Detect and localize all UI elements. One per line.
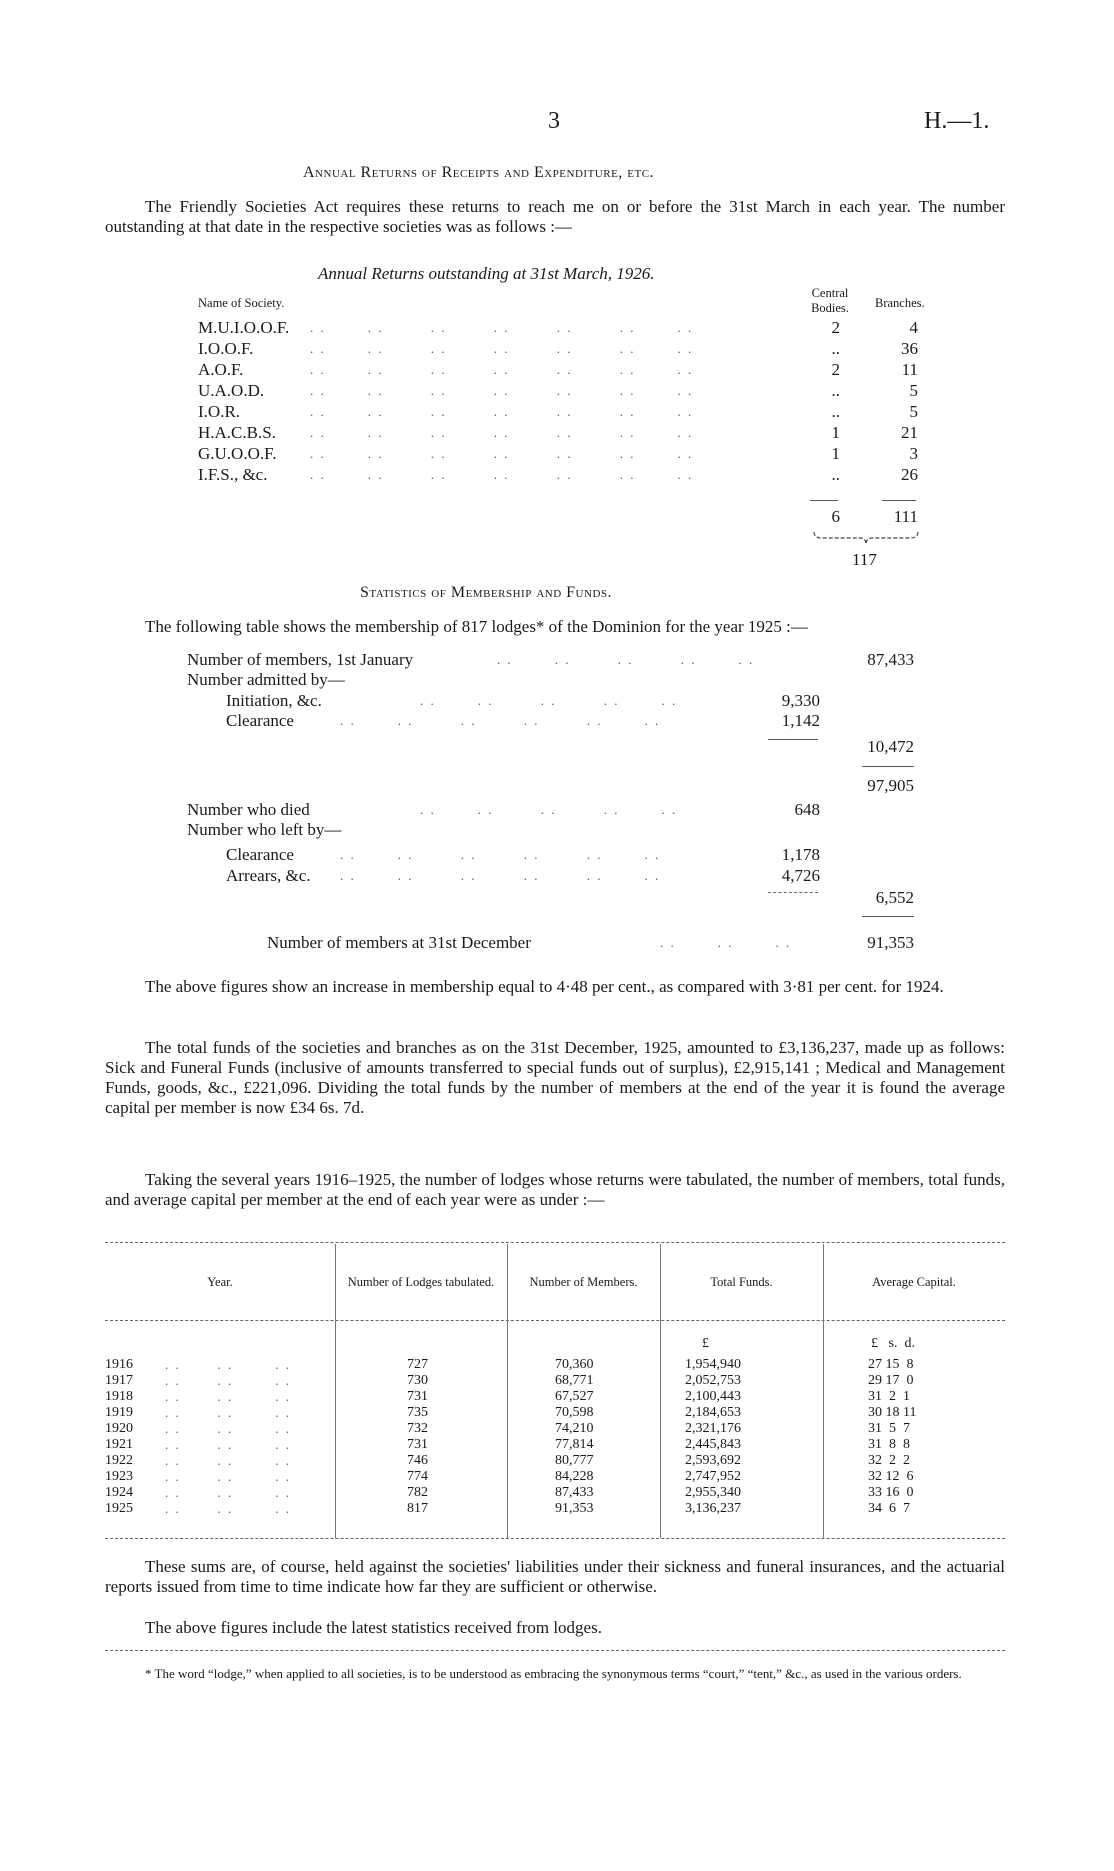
units-row — [105, 1322, 1005, 1352]
col-header-members: Number of Members. — [529, 1275, 638, 1289]
table-row — [105, 1469, 1005, 1485]
leader-dots: . . . . . . — [165, 1373, 291, 1388]
capital-cell: 32 12 6 — [868, 1469, 914, 1484]
col-header-funds: Total Funds. — [710, 1275, 773, 1289]
members-cell: 74,210 — [555, 1421, 594, 1436]
total-central: 6 — [831, 507, 840, 526]
admitted-total: 10,472 — [867, 737, 914, 756]
leader-dots: . . . . . . — [165, 1453, 291, 1468]
members-jan-value: 87,433 — [867, 650, 914, 669]
capital-cell: 33 16 0 — [868, 1485, 914, 1500]
year-cell: 1922 — [105, 1453, 133, 1468]
footnote-rule — [105, 1650, 1005, 1651]
lodges-cell: 782 — [407, 1485, 428, 1500]
funds-cell: 3,136,237 — [685, 1501, 741, 1516]
year-cell: 1923 — [105, 1469, 133, 1484]
initiation-value: 9,330 — [781, 691, 820, 710]
capital-cell: 32 2 2 — [868, 1453, 910, 1468]
members-cell: 91,353 — [555, 1501, 594, 1516]
funds-cell: 2,184,653 — [685, 1405, 741, 1420]
footnote: * The word “lodge,” when applied to all societies, is to be understood as embracing the synonymous terms “court,” “tent,” &c., as used in the various orders. — [145, 1666, 962, 1681]
clearance-out-value: 1,178 — [781, 845, 820, 864]
society-name: U.A.O.D. — [198, 381, 265, 400]
branches-value: 5 — [909, 381, 918, 400]
table-row — [105, 1373, 1005, 1389]
leader-dots: . . . . . . . . . . . . . . — [310, 341, 694, 356]
sum-rule — [862, 766, 914, 767]
leader-dots: . . . . . . — [165, 1405, 291, 1420]
funds-paragraph: The total funds of the societies and branches as on the 31st December, 1925, amounted to £3,136,237, made up as follows: Sick and Funeral Funds (inclusive of amounts transferred to special funds out of surplus), £2,915,141 ; Medical and Management Funds, goods, &c., £221,096. Dividing the total funds by the number of members at the end of the year it is found the average capital per member is now £34 6s. 7d. — [105, 1038, 1005, 1117]
leader-dots: . . . . . . . . . . . . . . — [310, 467, 694, 482]
table-row — [105, 1405, 1005, 1421]
capital-unit: £ s. d. — [871, 1336, 915, 1351]
died-label: Number who died — [187, 800, 310, 819]
society-name: G.U.O.O.F. — [198, 444, 277, 463]
branches-value: 21 — [901, 423, 918, 442]
statistics-heading: Statistics of Membership and Funds. — [360, 584, 613, 601]
leader-dots: . . . . . . — [660, 935, 792, 950]
leader-dots: . . . . . . — [165, 1469, 291, 1484]
lodges-cell: 774 — [407, 1469, 428, 1484]
funds-cell: 2,100,443 — [685, 1389, 741, 1404]
table-row — [105, 1485, 1005, 1501]
liabilities-paragraph: These sums are, of course, held against the societies' liabilities under their sickness and funeral insurances, and the actuarial reports issued from time to time indicate how far they are sufficient or otherwise. — [105, 1557, 1005, 1596]
lodges-cell: 732 — [407, 1421, 428, 1436]
central-value: .. — [831, 402, 840, 421]
leader-dots: . . . . . . — [165, 1437, 291, 1452]
outstanding-table-title: Annual Returns outstanding at 31st March, 1926. — [318, 264, 655, 283]
leader-dots: . . . . . . . . . . . . . . — [310, 425, 694, 440]
left-total: 6,552 — [875, 888, 914, 907]
subtotal: 97,905 — [867, 776, 914, 795]
sum-rule — [862, 916, 914, 917]
taking-paragraph: Taking the several years 1916–1925, the number of lodges whose returns were tabulated, the number of members, total funds, and average capital per member at the end of each year were as under :— — [105, 1170, 1005, 1209]
arrears-label: Arrears, &c. — [226, 866, 311, 885]
lodges-cell: 746 — [407, 1453, 428, 1468]
branches-value: 5 — [909, 402, 918, 421]
total-branches: 111 — [893, 507, 918, 526]
leader-dots: . . . . . . . . . . . . . . — [310, 320, 694, 335]
year-cell: 1925 — [105, 1501, 133, 1516]
year-cell: 1920 — [105, 1421, 133, 1436]
members-cell: 87,433 — [555, 1485, 594, 1500]
arrears-value: 4,726 — [781, 866, 820, 885]
year-cell: 1918 — [105, 1389, 133, 1404]
branches-value: 36 — [901, 339, 918, 358]
central-value: .. — [831, 381, 840, 400]
statistics-intro: The following table shows the membership of 817 lodges* of the Dominion for the year 1925 :— — [145, 617, 808, 636]
central-value: .. — [831, 339, 840, 358]
funds-cell: 2,593,692 — [685, 1453, 741, 1468]
capital-cell: 31 8 8 — [868, 1437, 910, 1452]
capital-cell: 29 17 0 — [868, 1373, 914, 1388]
capital-cell: 31 2 1 — [868, 1389, 910, 1404]
table-bottom-rule — [105, 1538, 1005, 1539]
document-code: H.—1. — [924, 108, 990, 134]
lodges-cell: 817 — [407, 1501, 428, 1516]
lodges-cell: 735 — [407, 1405, 428, 1420]
total-rule — [882, 500, 916, 501]
latest-statistics-note: The above figures include the latest statistics received from lodges. — [145, 1618, 602, 1637]
leader-dots: . . . . . . . . . . — [497, 652, 755, 667]
initiation-label: Initiation, &c. — [226, 691, 322, 710]
society-name: I.F.S., &c. — [198, 465, 268, 484]
brace-icon — [812, 530, 920, 546]
capital-cell: 31 5 7 — [868, 1421, 910, 1436]
col-header-capital: Average Capital. — [872, 1275, 956, 1289]
funds-cell: 2,955,340 — [685, 1485, 741, 1500]
leader-dots: . . . . . . . . . . . . — [340, 847, 661, 862]
society-name: A.O.F. — [198, 360, 244, 379]
members-cell: 70,598 — [555, 1405, 594, 1420]
funds-cell: 1,954,940 — [685, 1357, 741, 1372]
page-number: 3 — [548, 108, 560, 134]
lodges-cell: 727 — [407, 1357, 428, 1372]
leader-dots: . . . . . . . . . . — [420, 693, 678, 708]
table-row — [105, 1357, 1005, 1373]
years-table-body — [105, 1357, 1005, 1517]
clearance-in-label: Clearance — [226, 711, 294, 730]
lodges-cell: 730 — [407, 1373, 428, 1388]
funds-unit: £ — [702, 1336, 709, 1351]
leader-dots: . . . . . . . . . . . . — [340, 713, 661, 728]
members-cell: 84,228 — [555, 1469, 594, 1484]
annual-returns-paragraph: The Friendly Societies Act requires these returns to reach me on or before the 31st March in each year. The number outstanding at that date in the respective societies was as follows :— — [105, 197, 1005, 236]
clearance-out-label: Clearance — [226, 845, 294, 864]
increase-paragraph: The above figures show an increase in membership equal to 4·48 per cent., as compared with 3·81 per cent. for 1924. — [145, 977, 944, 996]
table-header-row — [105, 1242, 1005, 1322]
col-header-lodges: Number of Lodges tabulated. — [347, 1275, 495, 1289]
capital-cell: 34 6 7 — [868, 1501, 910, 1516]
leader-dots: . . . . . . — [165, 1501, 291, 1516]
central-value: .. — [831, 465, 840, 484]
leader-dots: . . . . . . . . . . . . — [340, 868, 661, 883]
society-name: M.U.I.O.O.F. — [198, 318, 290, 337]
leader-dots: . . . . . . — [165, 1485, 291, 1500]
year-cell: 1921 — [105, 1437, 133, 1452]
members-cell: 77,814 — [555, 1437, 594, 1452]
year-cell: 1924 — [105, 1485, 133, 1500]
leader-dots: . . . . . . . . . . . . . . — [310, 446, 694, 461]
lodges-cell: 731 — [407, 1437, 428, 1452]
year-cell: 1916 — [105, 1357, 133, 1372]
col-header-name: Name of Society. — [198, 296, 285, 310]
leader-dots: . . . . . . — [165, 1389, 291, 1404]
table-row — [105, 1453, 1005, 1469]
clearance-in-value: 1,142 — [781, 711, 820, 730]
capital-cell: 30 18 11 — [868, 1405, 917, 1420]
grand-total: 117 — [852, 550, 877, 569]
total-rule — [810, 500, 838, 501]
leader-dots: . . . . . . . . . . . . . . — [310, 404, 694, 419]
funds-cell: 2,052,753 — [685, 1373, 741, 1388]
died-value: 648 — [794, 800, 820, 819]
leader-dots: . . . . . . . . . . . . . . — [310, 383, 694, 398]
capital-cell: 27 15 8 — [868, 1357, 914, 1372]
funds-cell: 2,321,176 — [685, 1421, 741, 1436]
annual-returns-heading: Annual Returns of Receipts and Expenditure, etc. — [303, 164, 655, 181]
table-row — [105, 1437, 1005, 1453]
members-dec-label: Number of members at 31st December — [267, 933, 531, 952]
sum-rule — [768, 892, 818, 893]
members-dec-value: 91,353 — [867, 933, 914, 952]
leader-dots: . . . . . . . . . . . . . . — [310, 362, 694, 377]
branches-value: 11 — [901, 360, 918, 379]
central-value: 2 — [831, 360, 840, 379]
leader-dots: . . . . . . . . . . — [420, 802, 678, 817]
left-label: Number who left by— — [187, 820, 342, 839]
branches-value: 26 — [901, 465, 918, 484]
yearly-statistics-table — [105, 1242, 1005, 1352]
col-header-year: Year. — [207, 1275, 233, 1289]
leader-dots: . . . . . . — [165, 1357, 291, 1372]
society-name: I.O.O.F. — [198, 339, 254, 358]
table-row — [105, 1421, 1005, 1437]
funds-cell: 2,445,843 — [685, 1437, 741, 1452]
table-row — [105, 1389, 1005, 1405]
members-cell: 67,527 — [555, 1389, 594, 1404]
year-cell: 1919 — [105, 1405, 133, 1420]
col-header-central: Central Bodies. — [811, 286, 849, 315]
col-header-branches: Branches. — [875, 296, 925, 310]
society-name: H.A.C.B.S. — [198, 423, 276, 442]
central-value: 1 — [831, 423, 840, 442]
members-cell: 68,771 — [555, 1373, 594, 1388]
year-cell: 1917 — [105, 1373, 133, 1388]
branches-value: 4 — [909, 318, 918, 337]
branches-value: 3 — [909, 444, 918, 463]
table-row — [105, 1501, 1005, 1517]
society-name: I.O.R. — [198, 402, 241, 421]
members-jan-label: Number of members, 1st January — [187, 650, 414, 669]
funds-cell: 2,747,952 — [685, 1469, 741, 1484]
lodges-cell: 731 — [407, 1389, 428, 1404]
central-value: 2 — [831, 318, 840, 337]
members-cell: 70,360 — [555, 1357, 594, 1372]
central-value: 1 — [831, 444, 840, 463]
members-cell: 80,777 — [555, 1453, 594, 1468]
admitted-label: Number admitted by— — [187, 670, 345, 689]
leader-dots: . . . . . . — [165, 1421, 291, 1436]
sum-rule — [768, 739, 818, 740]
